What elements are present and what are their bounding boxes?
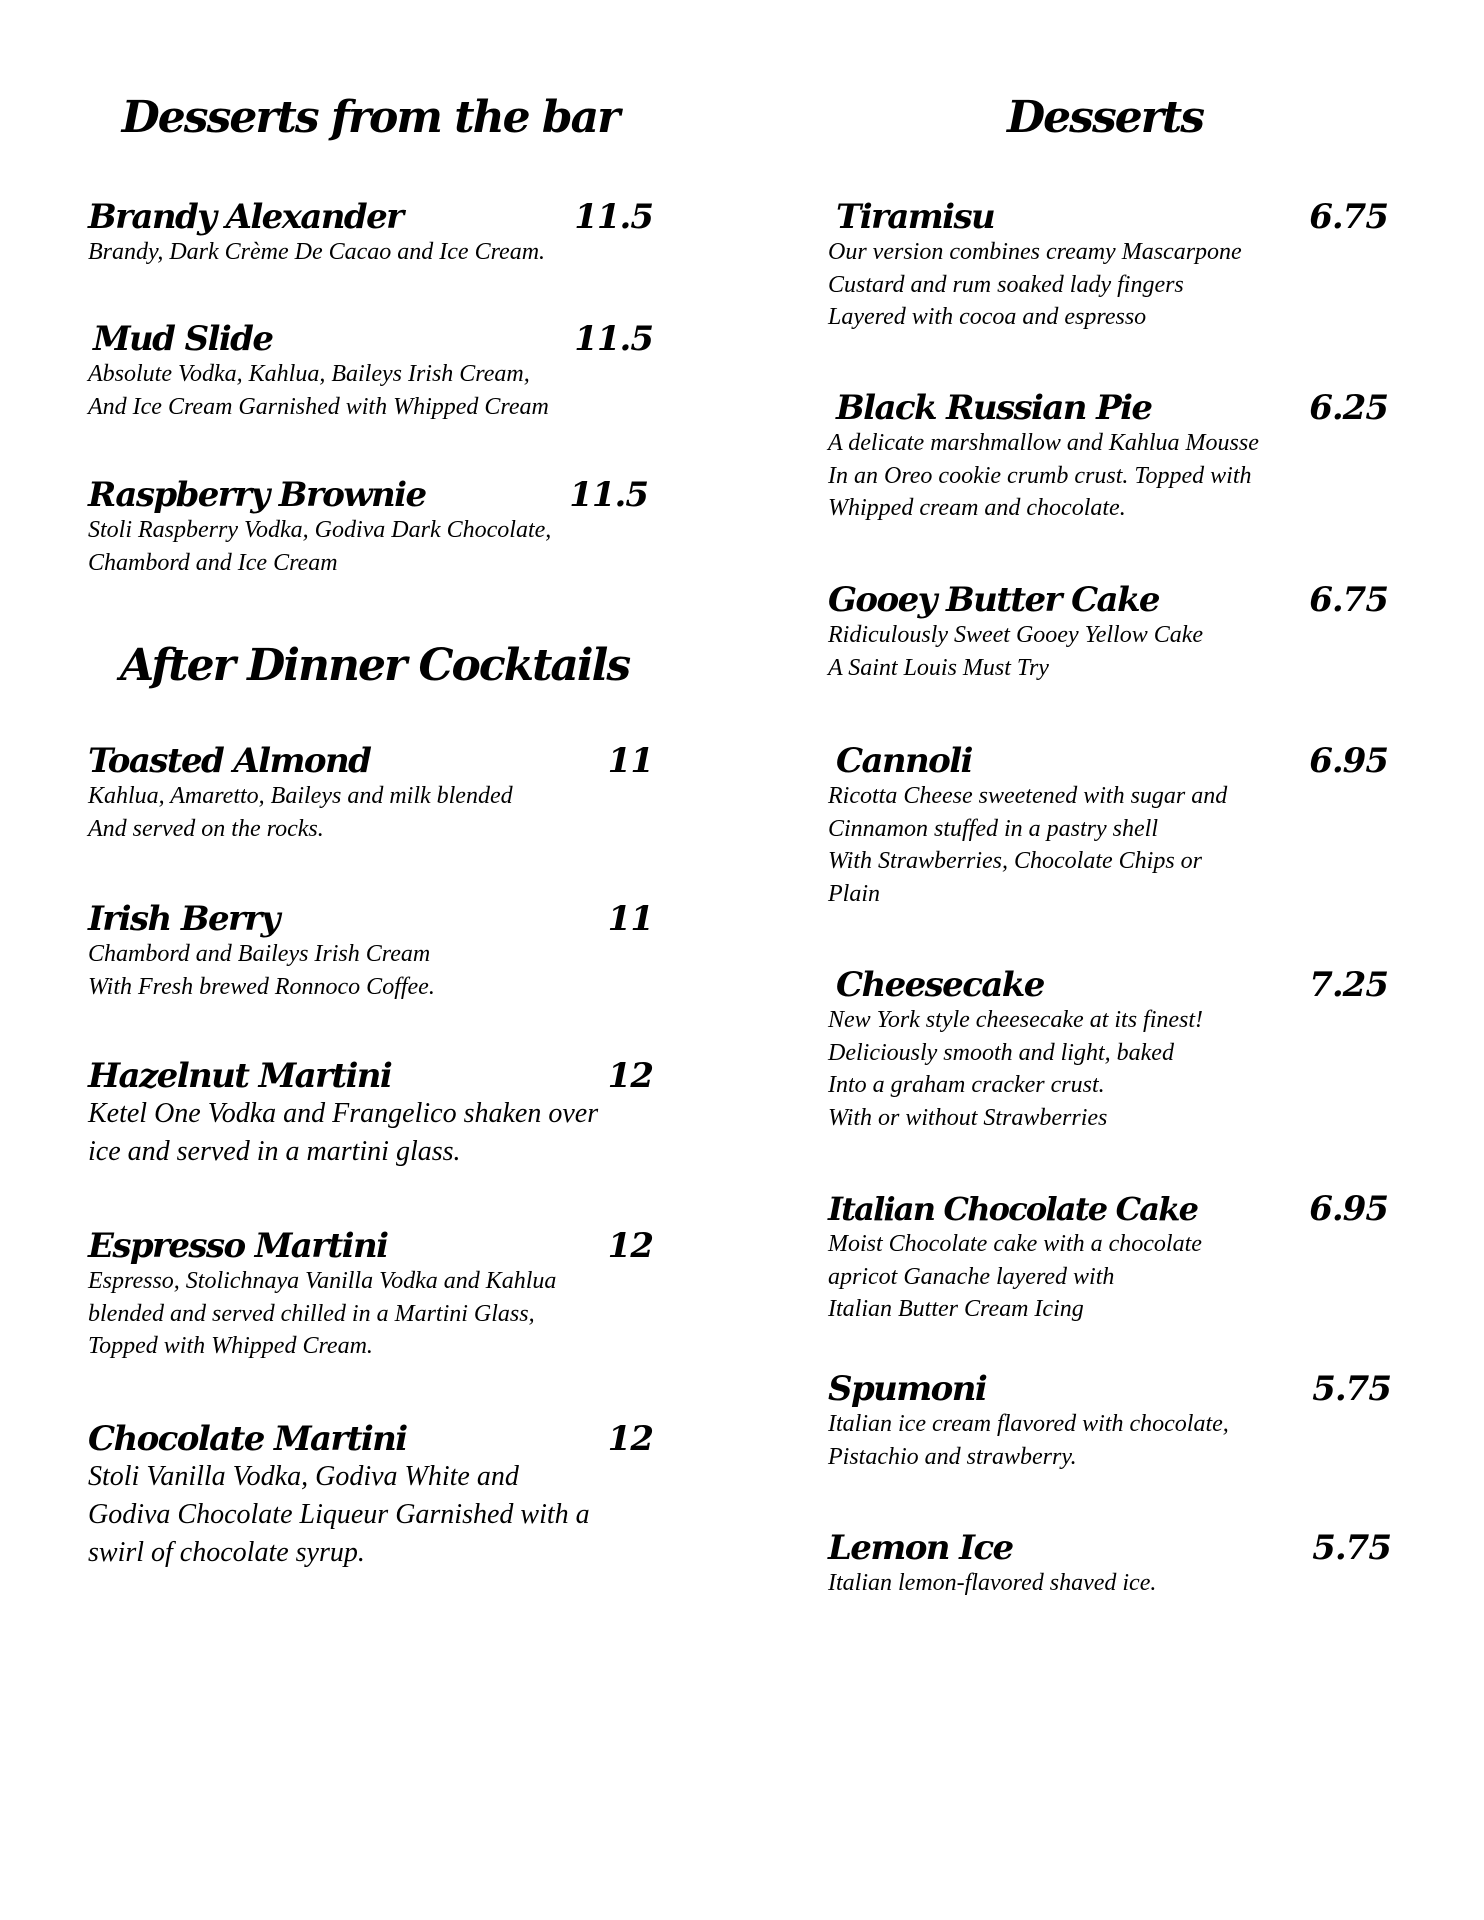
item-price: 12 (607, 1226, 653, 1266)
item-name: Hazelnut Martini (88, 1056, 392, 1096)
item-description: Stoli Raspberry Vodka, Godiva Dark Chocolate, Chambord and Ice Cream (88, 517, 552, 576)
menu-item-toasted-almond (88, 742, 653, 845)
item-name: Toasted Almond (88, 741, 371, 781)
item-name: Raspberry Brownie (88, 475, 426, 515)
item-description: Ricotta Cheese sweetened with sugar and Cinnamon stuffed in a pastry shell With Strawberries, Chocolate Chips or Plain (828, 783, 1228, 907)
item-name: Cannoli (836, 741, 972, 781)
item-price: 11.5 (574, 319, 653, 359)
item-price: 5.75 (1312, 1369, 1391, 1409)
menu-item-espresso-martini (88, 1227, 653, 1363)
item-price: 7.25 (1309, 965, 1388, 1005)
item-price: 6.25 (1309, 388, 1388, 428)
item-name: Black Russian Pie (836, 388, 1152, 428)
item-price: 5.75 (1312, 1528, 1391, 1568)
menu-item-cannoli (828, 742, 1388, 910)
item-price: 6.75 (1309, 580, 1388, 620)
item-description: Absolute Vodka, Kahlua, Baileys Irish Cream, And Ice Cream Garnished with Whipped Cream (88, 361, 549, 420)
item-description: New York style cheesecake at its finest! Deliciously smooth and light, baked Into a graham cracker crust. With or without Strawberries (828, 1007, 1204, 1131)
menu-item-tiramisu (828, 198, 1388, 334)
item-name: Italian Chocolate Cake (828, 1190, 1198, 1228)
menu-item-black-russian-pie (828, 389, 1388, 525)
item-name: Chocolate Martini (88, 1419, 407, 1459)
item-description: Moist Chocolate cake with a chocolate apricot Ganache layered with Italian Butter Cream Icing (828, 1231, 1202, 1322)
section-title-desserts-from-the-bar: Desserts from the bar (121, 92, 619, 143)
item-description: Stoli Vanilla Vodka, Godiva White and Godiva Chocolate Liqueur Garnished with a swirl of chocolate syrup. (88, 1461, 590, 1568)
item-price: 12 (607, 1419, 653, 1459)
item-description: A delicate marshmallow and Kahlua Mousse In an Oreo cookie crumb crust. Topped with Whipped cream and chocolate. (828, 430, 1259, 521)
item-price: 11 (607, 741, 653, 781)
item-description: Italian lemon-flavored shaved ice. (828, 1570, 1157, 1596)
item-name: Spumoni (828, 1369, 987, 1409)
item-name: Irish Berry (88, 899, 279, 939)
item-price: 6.75 (1309, 197, 1388, 237)
item-price: 11.5 (574, 197, 653, 237)
section-title-desserts: Desserts (1007, 92, 1203, 143)
item-name: Tiramisu (836, 197, 995, 237)
menu-item-mud-slide (88, 320, 653, 423)
item-price: 11.5 (569, 475, 648, 515)
item-name: Cheesecake (836, 965, 1044, 1005)
item-price: 6.95 (1309, 741, 1388, 781)
item-price: 6.95 (1309, 1189, 1388, 1229)
menu-item-hazelnut-martini (88, 1057, 653, 1171)
item-description: Kahlua, Amaretto, Baileys and milk blended And served on the rocks. (88, 783, 513, 842)
item-name: Gooey Butter Cake (828, 580, 1159, 620)
item-description: Espresso, Stolichnaya Vanilla Vodka and Kahlua blended and served chilled in a Martini Glass, Topped with Whipped Cream. (88, 1268, 557, 1359)
menu-item-cheesecake (828, 966, 1388, 1134)
menu-item-raspberry-brownie (88, 476, 648, 579)
item-name: Lemon Ice (828, 1528, 1013, 1568)
menu-item-brandy-alexander (88, 198, 653, 269)
item-price: 11 (607, 899, 653, 939)
section-title-after-dinner-cocktails: After Dinner Cocktails (120, 640, 630, 691)
menu-item-italian-chocolate-cake (828, 1190, 1388, 1326)
item-description: Ketel One Vodka and Frangelico shaken over ice and served in a martini glass. (88, 1098, 599, 1167)
item-description: Our version combines creamy Mascarpone Custard and rum soaked lady fingers Layered with cocoa and espresso (828, 239, 1242, 330)
menu-item-gooey-butter-cake (828, 581, 1388, 684)
menu-item-chocolate-martini (88, 1420, 653, 1572)
item-description: Italian ice cream flavored with chocolate, Pistachio and strawberry. (828, 1411, 1229, 1470)
item-name: Espresso Martini (88, 1226, 388, 1266)
menu-item-lemon-ice (828, 1529, 1391, 1600)
item-name: Mud Slide (93, 319, 273, 359)
item-name: Brandy Alexander (88, 197, 403, 237)
item-price: 12 (607, 1056, 653, 1096)
item-description: Chambord and Baileys Irish Cream With Fresh brewed Ronnoco Coffee. (88, 941, 435, 1000)
menu-item-irish-berry (88, 900, 653, 1003)
item-description: Ridiculously Sweet Gooey Yellow Cake A Saint Louis Must Try (828, 622, 1204, 681)
item-description: Brandy, Dark Crème De Cacao and Ice Cream. (88, 239, 546, 265)
menu-item-spumoni (828, 1370, 1391, 1473)
